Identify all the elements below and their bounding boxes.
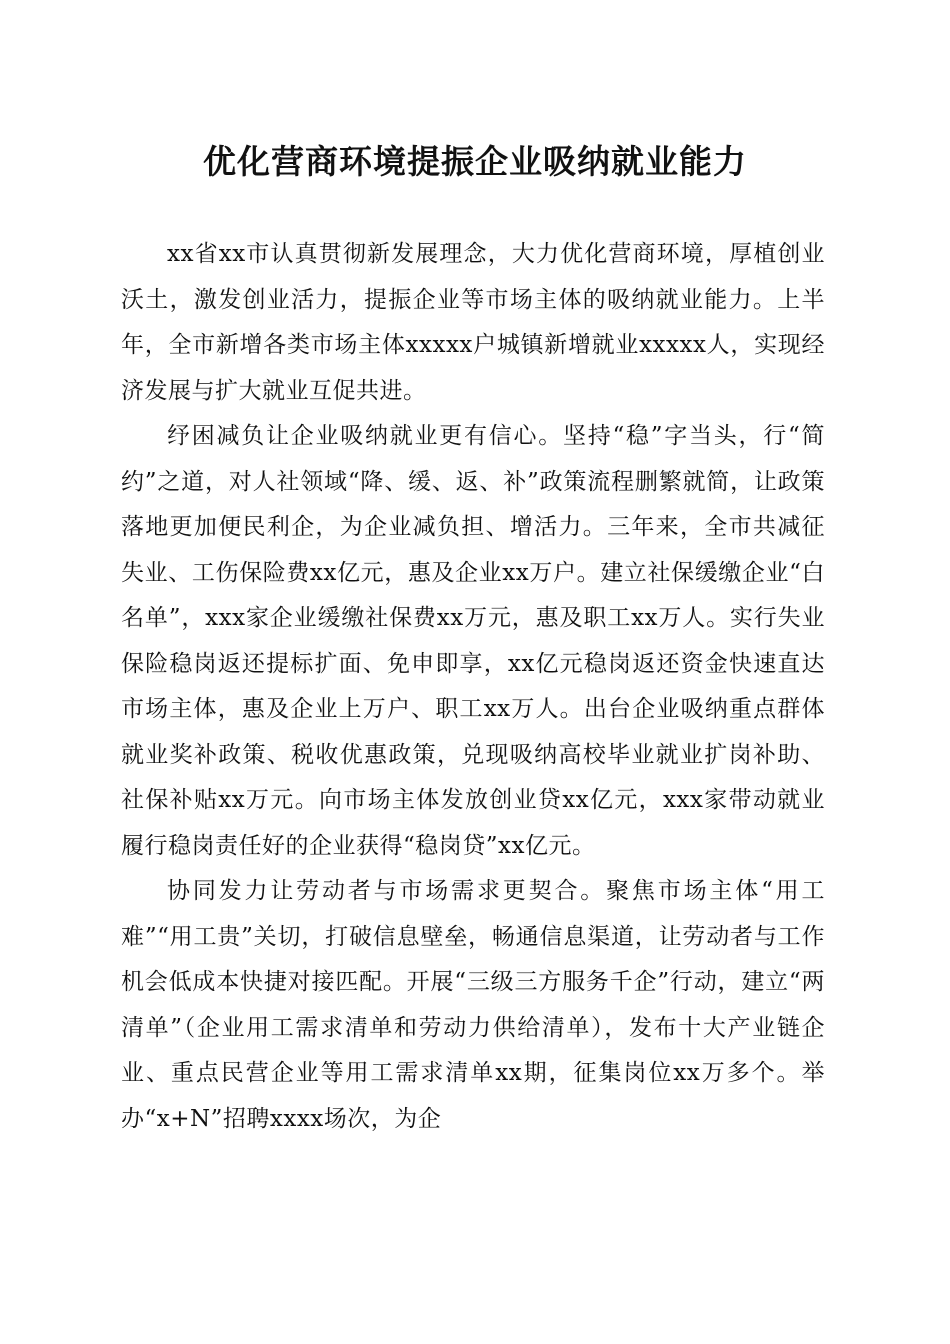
- document-title: 优化营商环境提振企业吸纳就业能力: [203, 142, 747, 181]
- document-body: [121, 232, 825, 1142]
- paragraph-relief: 纾困减负让企业吸纳就业更有信心。坚持“稳”字当头，行“简约”之道，对人社领域“降、缓、返、补”政策流程删繁就简，让政策落地更加便民利企，为企业减负担、增活力。三年来，全市共减征失业、工伤保险费xx亿元，惠及企业xx万户。建立社保缓缴企业“白名单”，xxx家企业缓缴社保费xx万元，惠及职工xx万人。实行失业保险稳岗返还提标扩面、免申即享，xx亿元稳岗返还资金快速直达市场主体，惠及企业上万户、职工xx万人。出台企业吸纳重点群体就业奖补政策、税收优惠政策，兑现吸纳高校毕业就业扩岗补助、社保补贴xx万元。向市场主体发放创业贷xx亿元，xxx家带动就业履行稳岗责任好的企业获得“稳岗贷”xx亿元。: [121, 423, 825, 859]
- paragraph-coordination: 协同发力让劳动者与市场需求更契合。聚焦市场主体“用工难”“用工贵”关切，打破信息壁垒，畅通信息渠道，让劳动者与工作机会低成本快捷对接匹配。开展“三级三方服务千企”行动，建立“两清单”（企业用工需求清单和劳动力供给清单），发布十大产业链企业、重点民营企业等用工需求清单xx期，征集岗位xx万多个。举办“x+N”招聘xxxx场次，为企: [121, 878, 825, 1132]
- paragraph-intro: xx省xx市认真贯彻新发展理念，大力优化营商环境，厚植创业沃土，激发创业活力，提振企业等市场主体的吸纳就业能力。上半年，全市新增各类市场主体xxxxx户城镇新增就业xxxxx人，实现经济发展与扩大就业互促共进。: [121, 241, 825, 404]
